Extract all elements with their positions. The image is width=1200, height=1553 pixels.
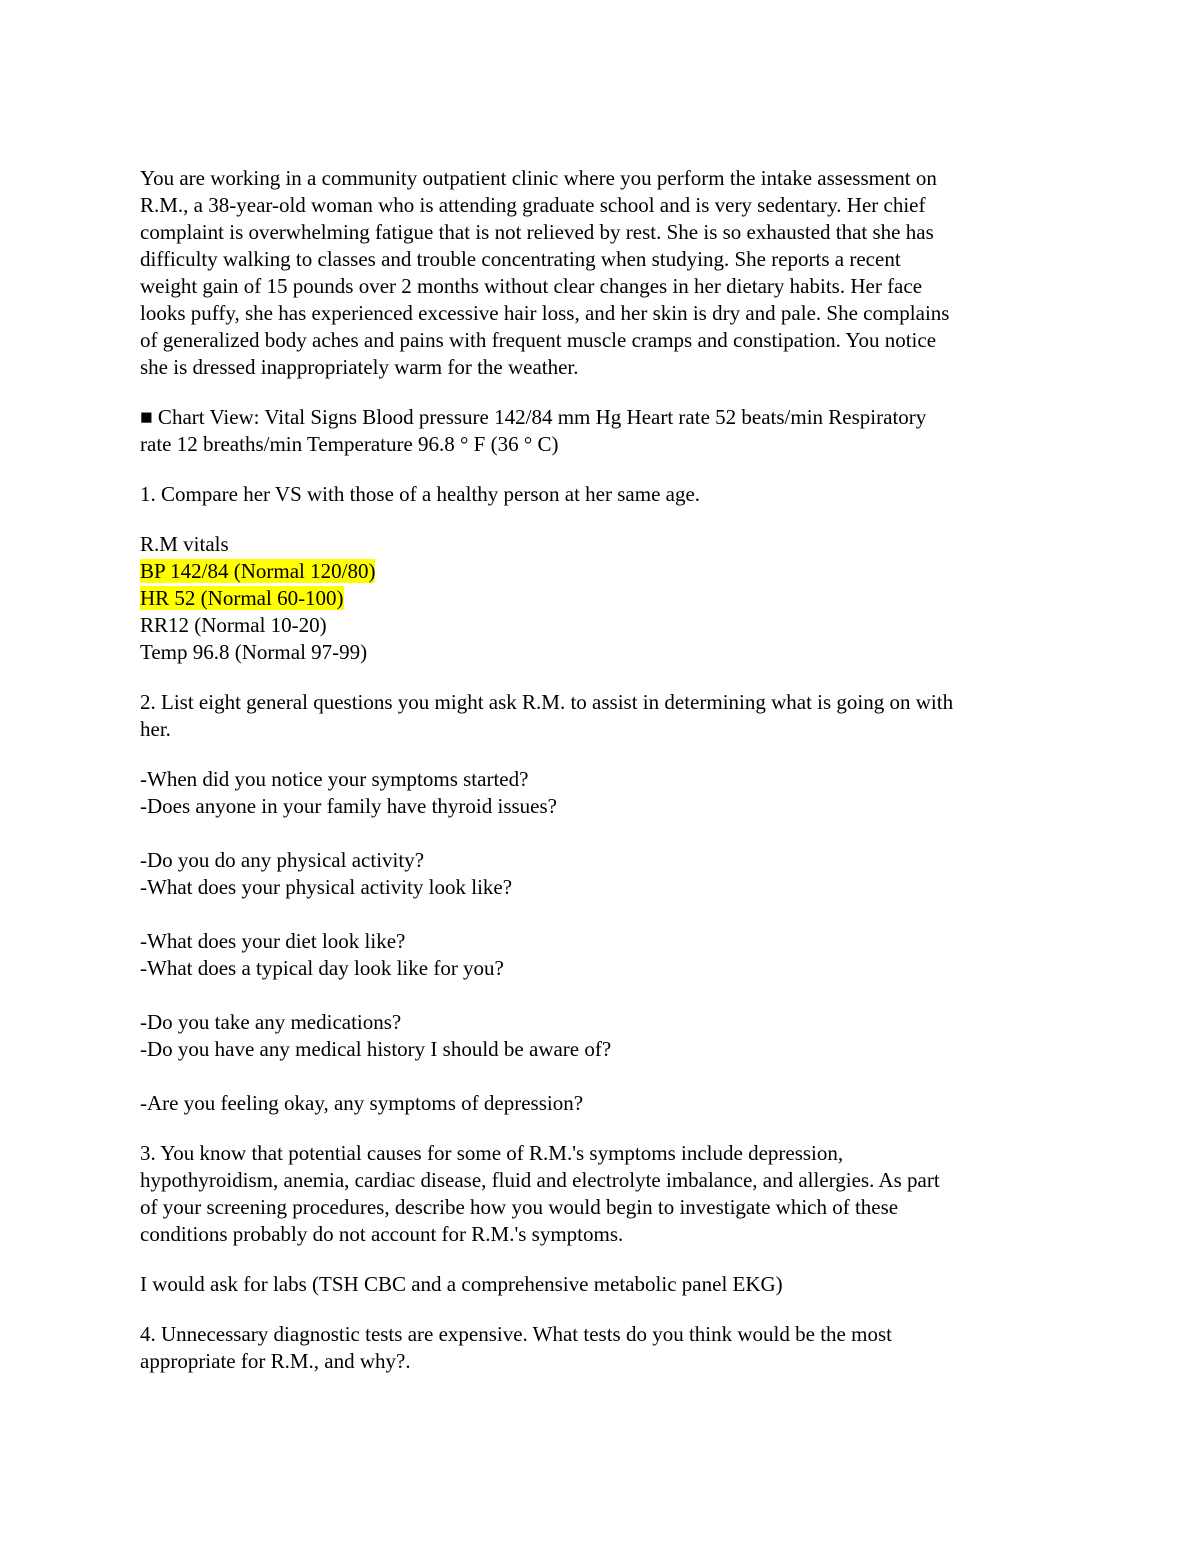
question-2 [140,689,1060,743]
vital-hr [140,585,1060,612]
text-line: 4. Unnecessary diagnostic tests are expensive. What tests do you think would be the most [140,1322,892,1346]
text-line: difficulty walking to classes and trouble concentrating when studying. She reports a recent [140,247,901,271]
answer-3 [140,1271,1060,1298]
list-item: -Do you have any medical history I should be aware of? [140,1037,612,1061]
list-item: -What does your diet look like? [140,929,406,953]
text-line: R.M., a 38-year-old woman who is attending graduate school and is very sedentary. Her chief [140,193,926,217]
question-group [140,766,1060,820]
text-line: conditions probably do not account for R.M.'s symptoms. [140,1222,624,1246]
highlighted-text: BP 142/84 (Normal 120/80) [140,559,376,583]
text-line: complaint is overwhelming fatigue that is not relieved by rest. She is so exhausted that she has [140,220,934,244]
text-line: of generalized body aches and pains with frequent muscle cramps and constipation. You notice [140,328,937,352]
document-body [140,165,1060,1398]
question-4 [140,1321,1060,1375]
text-line: 1. Compare her VS with those of a healthy person at her same age. [140,482,701,506]
list-item: -Do you do any physical activity? [140,848,425,872]
question-group [140,1090,1060,1117]
question-3 [140,1140,1060,1248]
list-item: -What does your physical activity look like? [140,875,513,899]
rm-vitals-list [140,531,1060,666]
vital-temp: Temp 96.8 (Normal 97-99) [140,640,368,664]
question-group [140,1009,1060,1063]
text-line: You are working in a community outpatient clinic where you perform the intake assessment on [140,166,937,190]
vitals-heading: R.M vitals [140,532,229,556]
text-line: looks puffy, she has experienced excessive hair loss, and her skin is dry and pale. She complains [140,301,950,325]
text-line: she is dressed inappropriately warm for the weather. [140,355,579,379]
list-item: -What does a typical day look like for you? [140,956,504,980]
chart-view-vital-signs [140,404,1060,458]
text-line: weight gain of 15 pounds over 2 months without clear changes in her dietary habits. Her face [140,274,923,298]
text-line: hypothyroidism, anemia, cardiac disease, fluid and electrolyte imbalance, and allergies. As part [140,1168,940,1192]
text-line: ■ Chart View: Vital Signs Blood pressure 142/84 mm Hg Heart rate 52 beats/min Respiratory [140,405,927,429]
text-line: I would ask for labs (TSH CBC and a comprehensive metabolic panel EKG) [140,1272,783,1296]
vital-rr: RR12 (Normal 10-20) [140,613,327,637]
text-line: 3. You know that potential causes for some of R.M.'s symptoms include depression, [140,1141,844,1165]
text-line: 2. List eight general questions you might ask R.M. to assist in determining what is going on with [140,690,954,714]
question-group [140,847,1060,901]
highlighted-text: HR 52 (Normal 60-100) [140,586,344,610]
text-line: rate 12 breaths/min Temperature 96.8 ° F (36 ° C) [140,432,559,456]
question-group [140,928,1060,982]
text-line: her. [140,717,171,741]
list-item: -When did you notice your symptoms started? [140,767,529,791]
list-item: -Does anyone in your family have thyroid issues? [140,794,557,818]
text-line: appropriate for R.M., and why?. [140,1349,411,1373]
case-intro-paragraph [140,165,1060,381]
list-item: -Are you feeling okay, any symptoms of depression? [140,1091,584,1115]
question-1 [140,481,1060,508]
text-line: of your screening procedures, describe how you would begin to investigate which of these [140,1195,899,1219]
list-item: -Do you take any medications? [140,1010,402,1034]
vital-bp [140,558,1060,585]
